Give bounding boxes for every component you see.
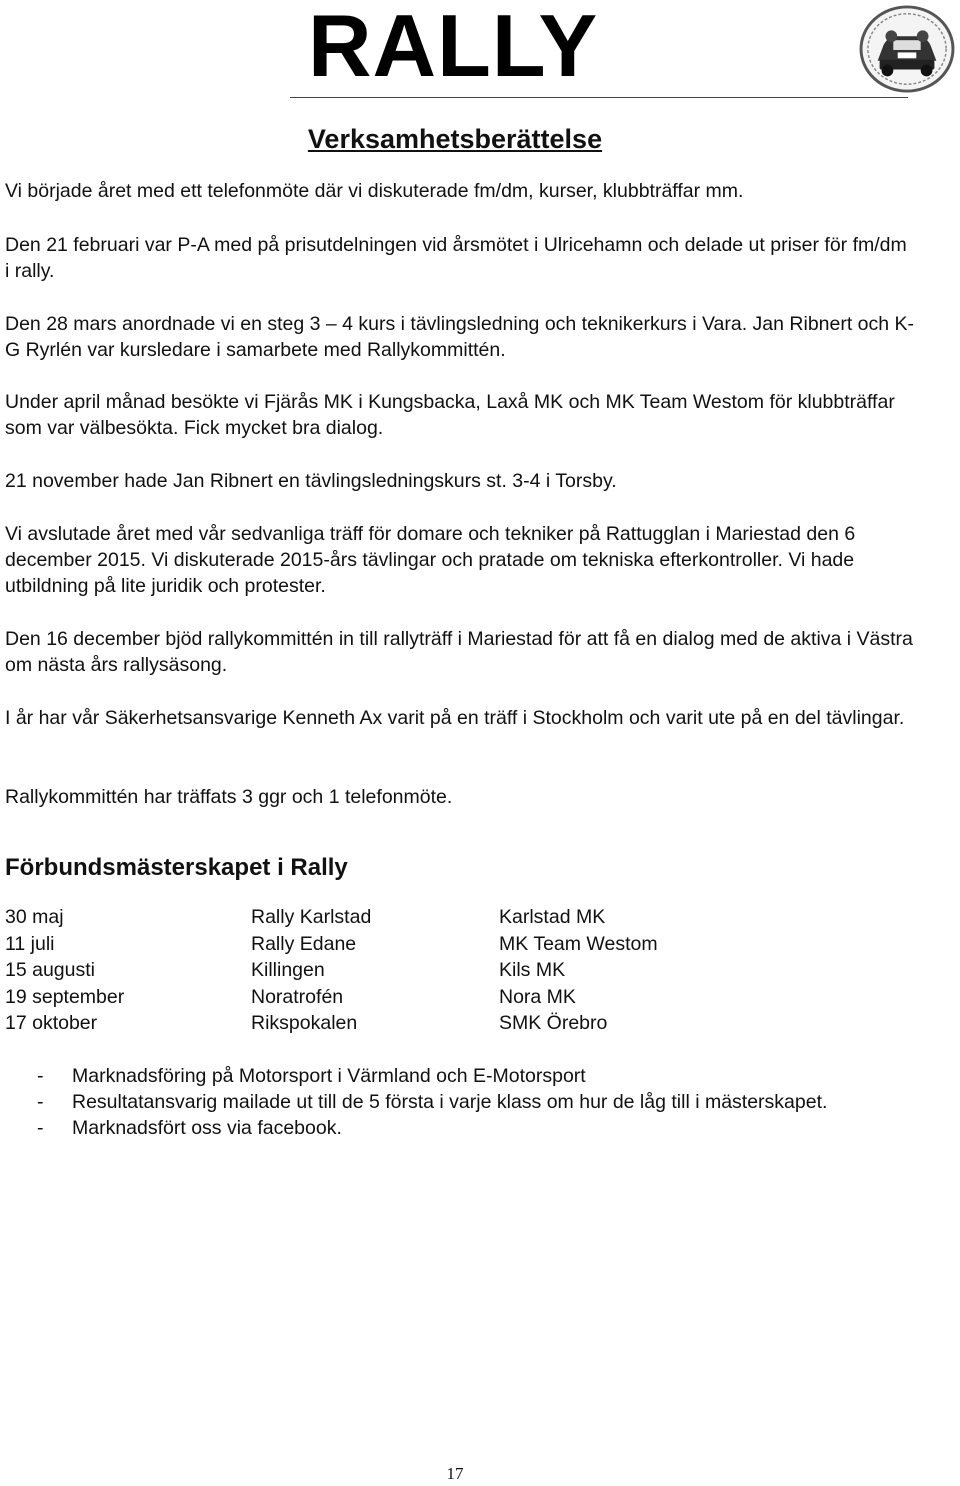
paragraph: Den 16 december bjöd rallykommittén in till rallyträff i Mariestad för att få en dialog med de aktiva i Västra om nästa års rallysäsong. — [5, 628, 913, 676]
event-name: Rally Karlstad — [251, 906, 372, 928]
page-number: 17 — [446, 1464, 464, 1483]
header-title: RALLY — [308, 0, 599, 95]
paragraph: Under april månad besökte vi Fjärås MK i Kungsbacka, Laxå MK och MK Team Westom för klubbträffar som var välbesökta. Fick mycket bra dialog. — [5, 391, 895, 439]
bullet-marker: - — [37, 1091, 44, 1113]
bullet-text: Resultatansvarig mailade ut till de 5 första i varje klass om hur de låg till i mästerskapet. — [72, 1091, 828, 1113]
bullet-item — [37, 1115, 837, 1141]
section-heading: Verksamhetsberättelse — [307, 124, 603, 154]
bullet-text: Marknadsföring på Motorsport i Värmland och E-Motorsport — [72, 1065, 586, 1087]
paragraph: Den 21 februari var P-A med på prisutdelningen vid årsmötet i Ulricehamn och delade ut priser för fm/dm i rally. — [5, 234, 907, 282]
paragraph: Rallykommittén har träffats 3 ggr och 1 telefonmöte. — [5, 786, 453, 808]
event-name: Rally Edane — [251, 932, 357, 955]
bullet-item — [37, 1089, 837, 1115]
paragraph: 21 november hade Jan Ribnert en tävlingsledningskurs st. 3-4 i Torsby. — [5, 470, 617, 492]
paragraph: Den 28 mars anordnade vi en steg 3 – 4 kurs i tävlingsledning och teknikerkurs i Vara. Jan Ribnert och K-G Ryrlén var kursledare i samarbete med Rallykommittén. — [5, 313, 915, 361]
event-date: 19 september — [5, 985, 125, 1008]
event-date: 11 juli — [5, 932, 55, 955]
bullet-item — [37, 1063, 837, 1089]
event-date: 15 augusti — [5, 959, 95, 981]
paragraph: Vi avslutade året med vår sedvanliga träff för domare och tekniker på Rattugglan i Mariestad den 6 december 2015. Vi diskuterade 2015-års tävlingar och pratade om tekniska efterkontroller. Vi hade utbildning på lite juridik och protester. — [5, 523, 856, 597]
bullet-text: Marknadsfört oss via facebook. — [72, 1117, 342, 1139]
subsection-heading: Förbundsmästerskapet i Rally — [5, 854, 348, 881]
event-club: MK Team Westom — [499, 932, 658, 955]
event-name: Killingen — [251, 959, 325, 981]
header-rule — [290, 97, 908, 98]
bullet-marker: - — [37, 1065, 44, 1087]
bullet-marker: - — [37, 1117, 44, 1139]
event-club: Nora MK — [499, 985, 576, 1008]
event-club: Karlstad MK — [499, 906, 606, 928]
event-name: Noratrofén — [251, 985, 344, 1008]
paragraph: I år har vår Säkerhetsansvarige Kenneth Ax varit på en träff i Stockholm och varit ute på en del tävlingar. — [5, 707, 905, 729]
event-name: Rikspokalen — [251, 1012, 358, 1034]
event-club: Kils MK — [499, 959, 566, 981]
rally-car-emblem-icon — [858, 4, 956, 94]
paragraph: Vi började året med ett telefonmöte där vi diskuterade fm/dm, kurser, klubbträffar mm. — [5, 180, 744, 202]
bullet-list — [37, 1063, 837, 1141]
event-date: 30 maj — [5, 906, 64, 928]
event-club: SMK Örebro — [499, 1012, 608, 1034]
event-date: 17 oktober — [5, 1012, 98, 1034]
